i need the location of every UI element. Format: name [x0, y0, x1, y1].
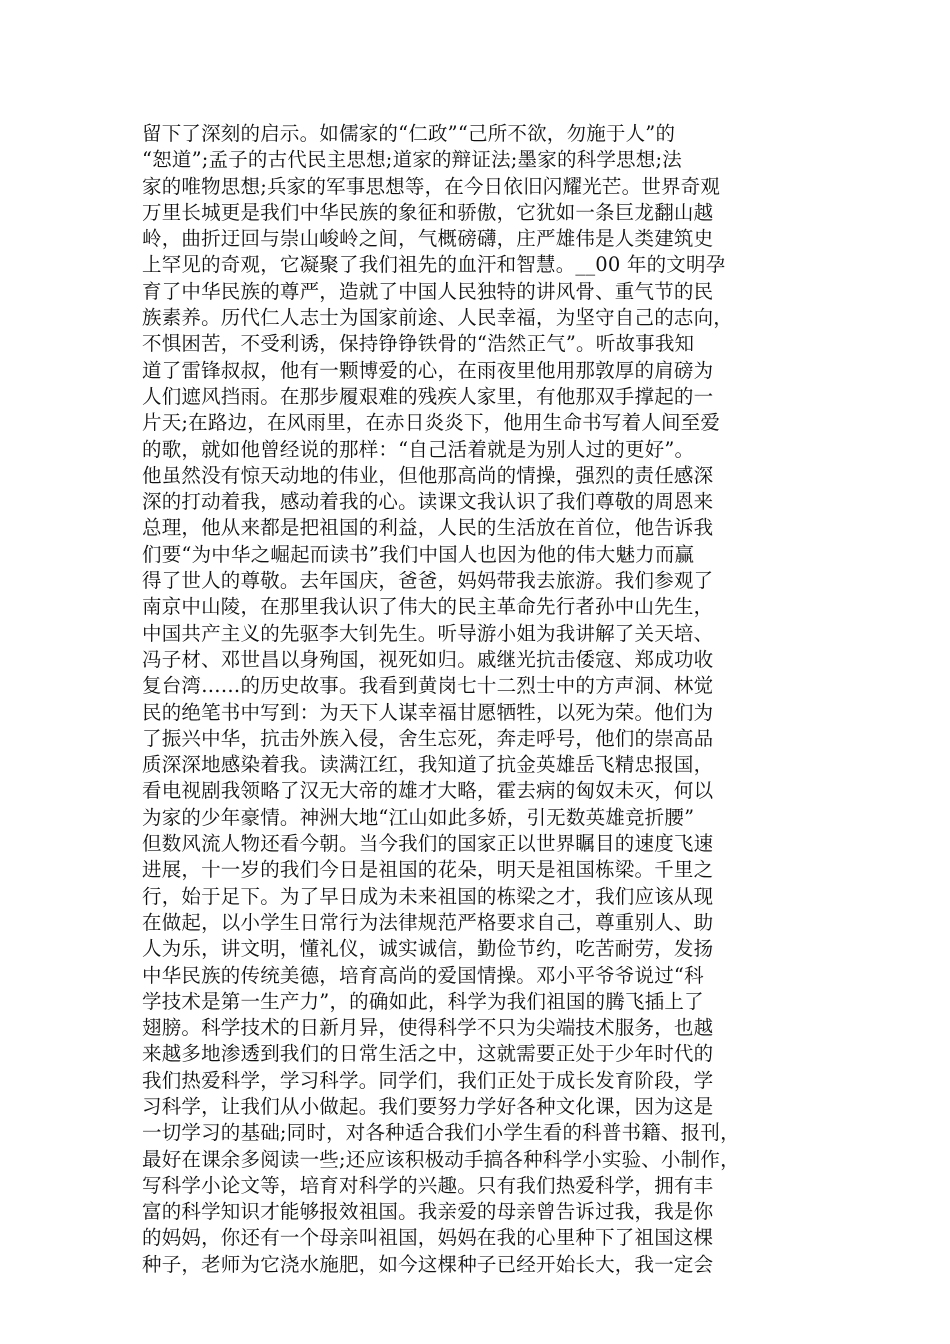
text-line: 习科学，让我们从小做起。我们要努力学好各种文化课，因为这是 [142, 1094, 714, 1118]
text-line: 最好在课余多阅读一些;还应该积极动手搞各种科学小实验、小制作， [142, 1147, 740, 1171]
text-line: 写科学小论文等，培育对科学的兴趣。只有我们热爱科学，拥有丰 [142, 1173, 714, 1197]
text-line: 一切学习的基础;同时，对各种适合我们小学生看的科普书籍、报刊， [142, 1121, 740, 1145]
text-line: 民的绝笔书中写到：为天下人谋幸福甘愿牺牲，以死为荣。他们为 [142, 700, 714, 724]
body-text [142, 121, 832, 1278]
text-line: 留下了深刻的启示。如儒家的“仁政”“己所不欲，勿施于人”的 [142, 122, 676, 145]
text-line: 南京中山陵，在那里我认识了伟大的民主革命先行者孙中山先生， [142, 595, 714, 619]
text-line: 人们遮风挡雨。在那步履艰难的残疾人家里，有他那双手撑起的一 [142, 384, 714, 408]
text-line: 上罕见的奇观，它凝聚了我们祖先的血汗和智慧。__00 年的文明孕 [142, 253, 726, 277]
text-line: 族素养。历代仁人志士为国家前途、人民幸福，为坚守自己的志向， [142, 306, 734, 330]
text-line: 人为乐，讲文明，懂礼仪，诚实诚信，勤俭节约，吃苦耐劳，发扬 [142, 937, 714, 961]
text-line: 复台湾……的历史故事。我看到黄岗七十二烈士中的方声洞、林觉 [142, 674, 714, 698]
text-line: 为家的少年豪情。神洲大地“江山如此多娇，引无数英雄竞折腰” [142, 805, 695, 829]
text-line: 中华民族的传统美德，培育高尚的爱国情操。邓小平爷爷说过“科 [142, 963, 704, 987]
text-line: 片天;在路边，在风雨里，在赤日炎炎下，他用生命书写着人间至爱 [142, 411, 721, 435]
text-line: 们要“为中华之崛起而读书”我们中国人也因为他的伟大魅力而赢 [142, 542, 695, 566]
text-line: 种子，老师为它浇水施肥，如今这棵种子已经开始长大，我一定会 [142, 1252, 714, 1276]
text-line: 他虽然没有惊天动地的伟业，但他那高尚的情操，强烈的责任感深 [142, 463, 714, 487]
text-line: 看电视剧我领略了汉无大帝的雄才大略，霍去病的匈奴未灭，何以 [142, 779, 714, 803]
text-line: 我们热爱科学，学习科学。同学们，我们正处于成长发育阶段，学 [142, 1068, 714, 1092]
text-line: 万里长城更是我们中华民族的象征和骄傲，它犹如一条巨龙翻山越 [142, 200, 714, 224]
text-line: 家的唯物思想;兵家的军事思想等，在今日依旧闪耀光芒。世界奇观 [142, 174, 721, 198]
text-line: 育了中华民族的尊严，造就了中国人民独特的讲风骨、重气节的民 [142, 279, 714, 303]
text-line: 来越多地渗透到我们的日常生活之中，这就需要正处于少年时代的 [142, 1042, 714, 1066]
text-line: 总理，他从来都是把祖国的利益，人民的生活放在首位，他告诉我 [142, 516, 714, 540]
text-line: 的歌，就如他曾经说的那样：“自己活着就是为别人过的更好”。 [142, 437, 695, 461]
text-line: 了振兴中华，抗击外族入侵，舍生忘死，奔走呼号，他们的崇高品 [142, 726, 714, 750]
text-line: 翅膀。科学技术的日新月异，使得科学不只为尖端技术服务，也越 [142, 1016, 714, 1040]
text-line: 的妈妈，你还有一个母亲叫祖国，妈妈在我的心里种下了祖国这棵 [142, 1226, 714, 1250]
text-line: 质深深地感染着我。读满江红，我知道了抗金英雄岳飞精忠报国， [142, 753, 714, 777]
text-line: 在做起，以小学生日常行为法律规范严格要求自己，尊重别人、助 [142, 910, 714, 934]
text-line: 行，始于足下。为了早日成为未来祖国的栋梁之才，我们应该从现 [142, 884, 714, 908]
text-line: “恕道”;孟子的古代民主思想;道家的辩证法;墨家的科学思想;法 [142, 148, 682, 172]
text-line: 但数风流人物还看今朝。当今我们的国家正以世界瞩目的速度飞速 [142, 832, 714, 856]
text-line: 道了雷锋叔叔，他有一颗博爱的心，在雨夜里他用那敦厚的肩磅为 [142, 358, 714, 382]
text-line: 得了世人的尊敬。去年国庆，爸爸，妈妈带我去旅游。我们参观了 [142, 569, 714, 593]
text-line: 冯子材、邓世昌以身殉国，视死如归。戚继光抗击倭寇、郑成功收 [142, 647, 714, 671]
text-line: 富的科学知识才能够报效祖国。我亲爱的母亲曾告诉过我，我是你 [142, 1200, 714, 1224]
text-line: 岭，曲折迂回与崇山峻岭之间，气概磅礴，庄严雄伟是人类建筑史 [142, 227, 714, 251]
text-line: 中国共产主义的先驱李大钊先生。听导游小姐为我讲解了关天培、 [142, 621, 714, 645]
text-line: 进展，十一岁的我们今日是祖国的花朵，明天是祖国栋梁。千里之 [142, 858, 714, 882]
text-line: 不惧困苦，不受利诱，保持铮铮铁骨的“浩然正气”。听故事我知 [142, 332, 695, 356]
text-line: 学技术是第一生产力”，的确如此，科学为我们祖国的腾飞插上了 [142, 989, 704, 1013]
text-line: 深的打动着我，感动着我的心。读课文我认识了我们尊敬的周恩来 [142, 490, 714, 514]
